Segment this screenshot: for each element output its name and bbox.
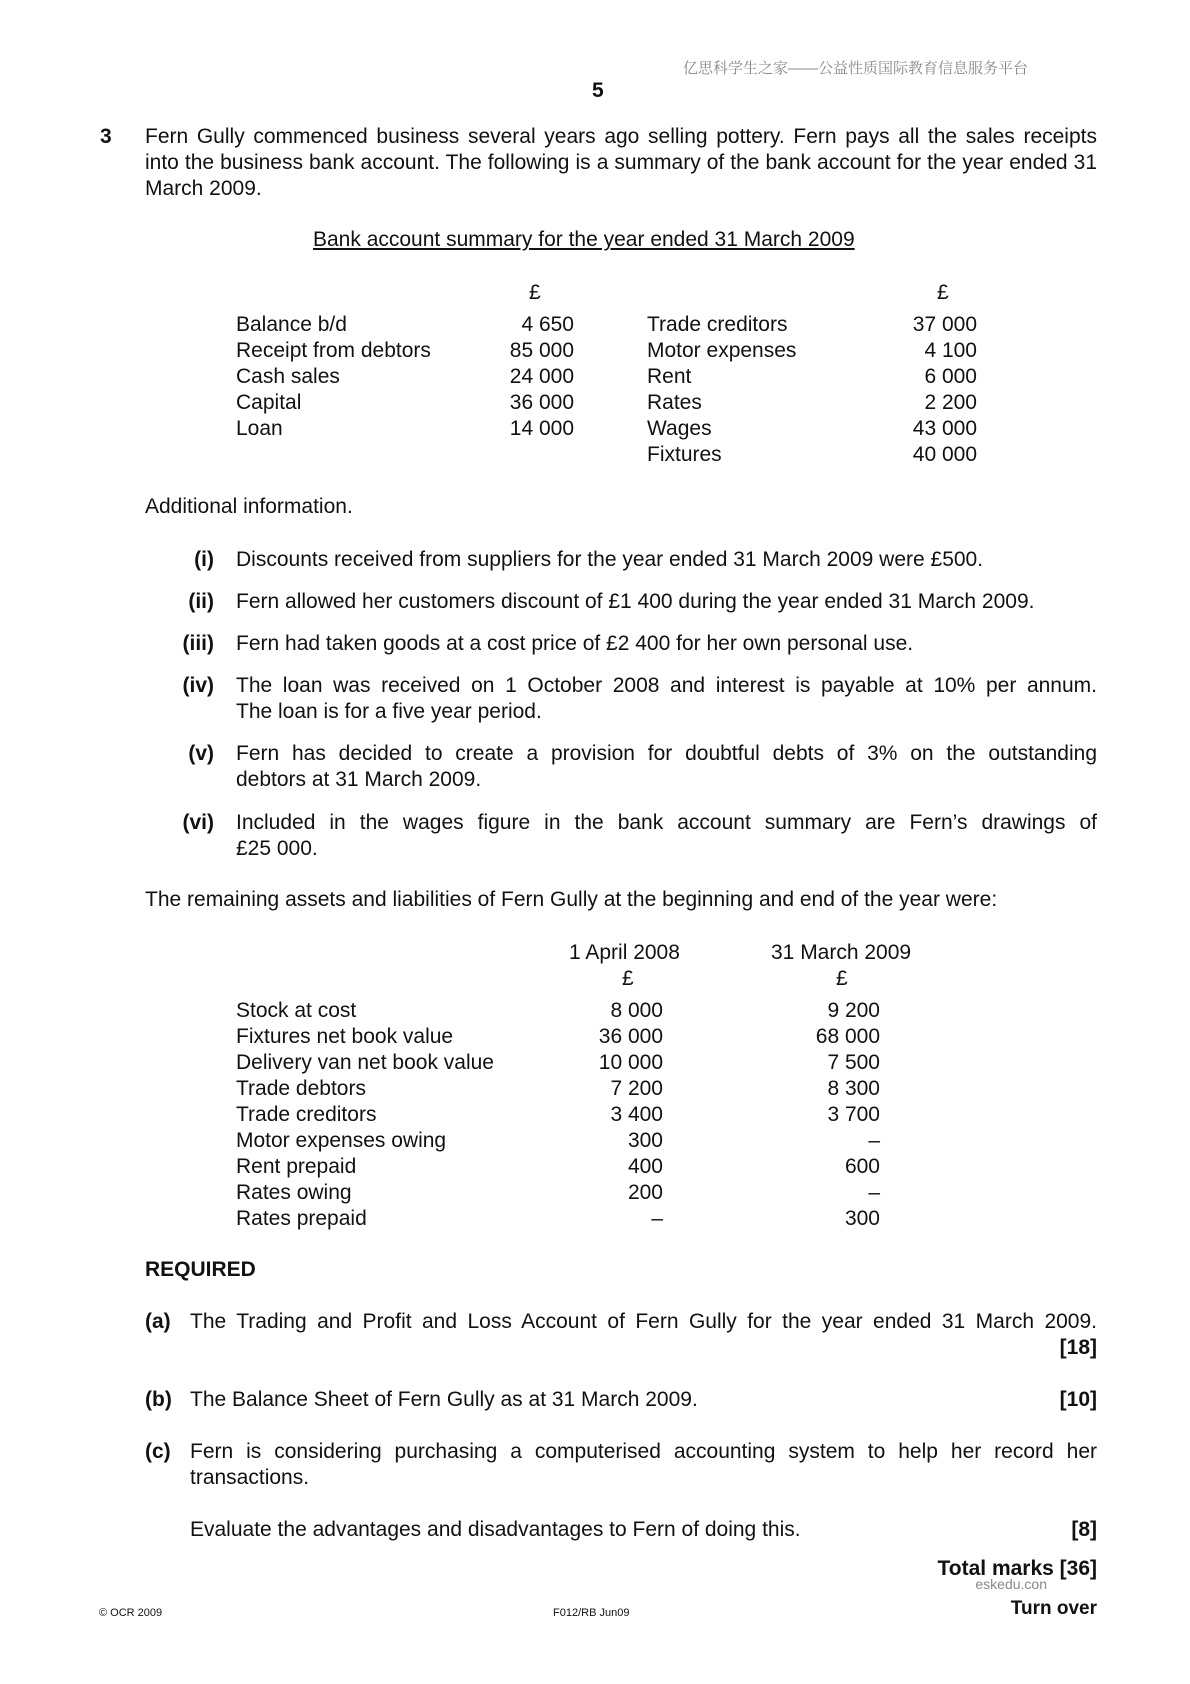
total-marks: Total marks [36] — [937, 1557, 1097, 1580]
bank-credit-label: Rates — [647, 391, 702, 414]
bank-credit-value: 6 000 — [924, 365, 977, 388]
asset-row-label: Fixtures net book value — [236, 1025, 454, 1048]
bank-debit-value: 24 000 — [509, 365, 574, 388]
asset-row-value-2008: 400 — [627, 1155, 663, 1178]
assets-col1-header: 1 April 2008 — [569, 941, 680, 964]
asset-row-value-2008: – — [651, 1207, 663, 1230]
asset-row-label: Rates owing — [236, 1181, 352, 1204]
footer-copyright: © OCR 2009 — [99, 1607, 163, 1619]
asset-row-label: Stock at cost — [236, 999, 357, 1022]
footer-site-watermark: eskedu.con — [975, 1576, 1047, 1592]
asset-row-label: Rates prepaid — [236, 1207, 367, 1230]
assets-col2-currency: £ — [836, 967, 848, 990]
bank-credit-value: 40 000 — [912, 443, 977, 466]
asset-row-value-2008: 10 000 — [598, 1051, 663, 1074]
asset-row-label: Rent prepaid — [236, 1155, 357, 1178]
bank-credit-label: Rent — [647, 365, 692, 388]
asset-row-value-2008: 8 000 — [610, 999, 663, 1022]
item-number: (i) — [194, 548, 214, 571]
bank-debit-label: Loan — [236, 417, 283, 440]
item-text-line: debtors at 31 March 2009. — [236, 768, 482, 791]
question-number: 3 — [100, 125, 112, 148]
bank-debit-label: Balance b/d — [236, 313, 347, 336]
item-number: (iv) — [182, 674, 214, 697]
req-c-marks: [8] — [1071, 1518, 1097, 1541]
asset-row-value-2008: 300 — [627, 1129, 663, 1152]
asset-row-label: Delivery van net book value — [236, 1051, 494, 1074]
req-a-label: (a) — [145, 1310, 171, 1333]
item-text-line: The loan is for a five year period. — [236, 700, 542, 723]
additional-heading: Additional information. — [145, 495, 353, 518]
bank-debit-value: 4 650 — [521, 313, 574, 336]
bank-debit-label: Receipt from debtors — [236, 339, 431, 362]
asset-row-value-2009: 3 700 — [827, 1103, 880, 1126]
bank-credit-label: Fixtures — [647, 443, 722, 466]
req-c-evaluate: Evaluate the advantages and disadvantages to Fern of doing this. — [190, 1518, 801, 1541]
required-heading: REQUIRED — [145, 1258, 256, 1281]
bank-credit-value: 2 200 — [924, 391, 977, 414]
asset-row-label: Trade creditors — [236, 1103, 377, 1126]
item-number: (vi) — [182, 811, 214, 834]
item-text-line: Included in the wages figure in the bank account summary are Fern’s drawings of — [236, 811, 1097, 834]
assets-col1-currency: £ — [622, 967, 634, 990]
item-number: (v) — [188, 742, 214, 765]
item-text-line: The loan was received on 1 October 2008 and interest is payable at 10% per annum. — [236, 674, 1097, 697]
item-number: (iii) — [182, 632, 214, 655]
req-c-label: (c) — [145, 1440, 171, 1463]
asset-row-value-2009: 300 — [844, 1207, 880, 1230]
pound-header-right: £ — [937, 281, 949, 304]
item-text-line: Fern allowed her customers discount of £1 400 during the year ended 31 March 2009. — [236, 590, 1035, 613]
bank-debit-label: Capital — [236, 391, 302, 414]
asset-row-value-2008: 36 000 — [598, 1025, 663, 1048]
asset-row-label: Trade debtors — [236, 1077, 366, 1100]
asset-row-value-2008: 7 200 — [610, 1077, 663, 1100]
bank-debit-value: 36 000 — [509, 391, 574, 414]
turn-over: Turn over — [1010, 1598, 1097, 1619]
page-number: 5 — [592, 79, 604, 102]
footer-code: F012/RB Jun09 — [553, 1607, 630, 1619]
pound-header-left: £ — [529, 281, 541, 304]
req-c-line-1: Fern is considering purchasing a computerised accounting system to help her record her — [190, 1440, 1097, 1463]
item-text-line: £25 000. — [236, 837, 318, 860]
asset-row-value-2009: 9 200 — [827, 999, 880, 1022]
asset-row-value-2009: – — [868, 1181, 880, 1204]
asset-row-value-2009: 8 300 — [827, 1077, 880, 1100]
req-c-line-2: transactions. — [190, 1466, 310, 1489]
req-b-marks: [10] — [1059, 1388, 1097, 1411]
asset-row-value-2009: 600 — [844, 1155, 880, 1178]
assets-intro: The remaining assets and liabilities of Fern Gully at the beginning and end of the year were: — [145, 888, 998, 911]
bank-summary-title: Bank account summary for the year ended 31 March 2009 — [313, 228, 855, 251]
bank-credit-value: 43 000 — [912, 417, 977, 440]
asset-row-value-2008: 3 400 — [610, 1103, 663, 1126]
asset-row-value-2009: – — [868, 1129, 880, 1152]
req-a-marks: [18] — [1059, 1336, 1097, 1359]
watermark-text: 亿思科学生之家——公益性质国际教育信息服务平台 — [683, 60, 1029, 77]
item-number: (ii) — [188, 590, 214, 613]
question-intro: Fern Gully commenced business several years ago selling pottery. Fern pays all the sales receipts into the business bank account. The following is a summary of the bank account for the year ended 31 March 2009. — [145, 125, 1097, 200]
asset-row-label: Motor expenses owing — [236, 1129, 447, 1152]
req-a-text: The Trading and Profit and Loss Account of Fern Gully for the year ended 31 March 2009. — [190, 1310, 1097, 1333]
assets-col2-header: 31 March 2009 — [771, 941, 912, 964]
item-text-line: Discounts received from suppliers for the year ended 31 March 2009 were £500. — [236, 548, 984, 571]
asset-row-value-2009: 7 500 — [827, 1051, 880, 1074]
req-b-label: (b) — [145, 1388, 172, 1411]
bank-credit-label: Motor expenses — [647, 339, 797, 362]
item-text-line: Fern has decided to create a provision for doubtful debts of 3% on the outstanding — [236, 742, 1097, 765]
asset-row-value-2009: 68 000 — [815, 1025, 880, 1048]
asset-row-value-2008: 200 — [627, 1181, 663, 1204]
bank-credit-value: 37 000 — [912, 313, 977, 336]
item-text-line: Fern had taken goods at a cost price of £2 400 for her own personal use. — [236, 632, 914, 655]
bank-debit-value: 14 000 — [509, 417, 574, 440]
bank-credit-value: 4 100 — [924, 339, 977, 362]
bank-credit-label: Wages — [647, 417, 712, 440]
bank-debit-value: 85 000 — [509, 339, 574, 362]
req-b-text: The Balance Sheet of Fern Gully as at 31 March 2009. — [190, 1388, 698, 1411]
bank-debit-label: Cash sales — [236, 365, 340, 388]
bank-credit-label: Trade creditors — [647, 313, 788, 336]
